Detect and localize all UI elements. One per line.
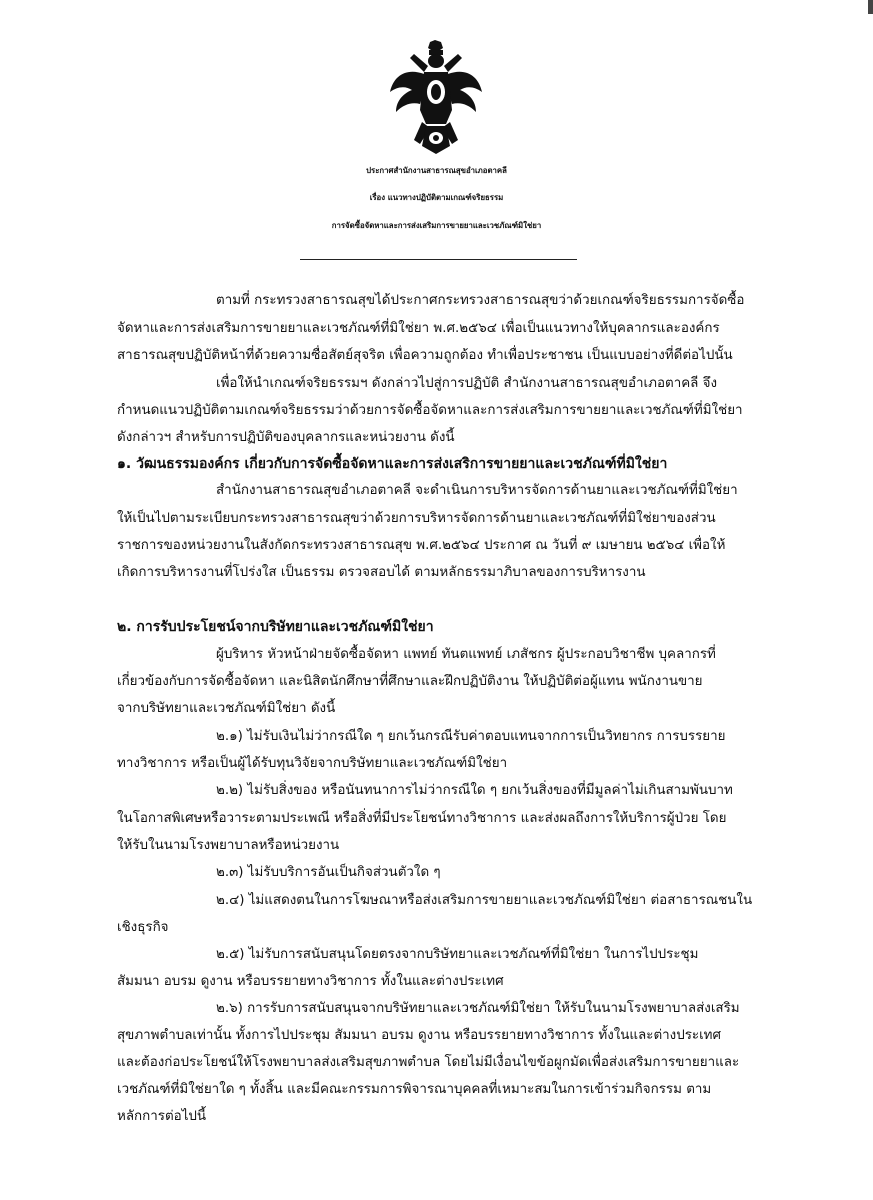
section-2-line: หลักการต่อไปนี้ [117,1109,207,1124]
section-2-item-2-1: ๒.๑) ไม่รับเงินไม่ว่ากรณีใด ๆ ยกเว้นกรณีรับค่าตอบแทนจากการเป็นวิทยากร การบรรยาย [216,729,726,744]
garuda-emblem-icon [388,40,483,155]
announcement-subject: เรื่อง แนวทางปฏิบัติตามเกณฑ์จริยธรรม [369,193,504,202]
section-2-item-2-2: ๒.๒) ไม่รับสิ่งของ หรือนันทนาการไม่ว่ากรณีใด ๆ ยกเว้นสิ่งของที่มีมูลค่าไม่เกินสามพันบาท [216,783,733,798]
section-2-line: ทางวิชาการ หรือเป็นผู้ได้รับทุนวิจัยจากบริษัทยาและเวชภัณฑ์มิใช่ยา [117,756,508,771]
section-1-line: ให้เป็นไปตามระเบียบกระทรวงสาธารณสุขว่าด้วยการบริหารจัดการด้านยาและเวชภัณฑ์ที่มิใช่ยาของส่วน [117,511,716,526]
section-2-item-2-3: ๒.๓) ไม่รับบริการอันเป็นกิจส่วนตัวใด ๆ [216,865,441,880]
section-2-line: ให้รับในนามโรงพยาบาลหรือหน่วยงาน [117,838,340,853]
section-2-item-2-6: ๒.๖) การรับการสนับสนุนจากบริษัทยาและเวชภัณฑ์มิใช่ยา ให้รับในนามโรงพยาบาลส่งเสริม [216,1001,740,1016]
section-1-line: ราชการของหน่วยงานในสังกัดกระทรวงสาธารณสุข พ.ศ.๒๕๖๔ ประกาศ ณ วันที่ ๙ เมษายน ๒๕๖๔ เพื่อให้ [117,538,726,553]
section-2-line: และต้องก่อประโยชน์ให้โรงพยาบาลส่งเสริมสุขภาพตำบล โดยไม่มีเงื่อนไขข้อผูกมัดเพื่อส่งเสริมการขายยาและ [117,1055,740,1070]
announcement-subject-line-2: การจัดซื้อจัดหาและการส่งเสริมการขายยาและเวชภัณฑ์มิใช่ยา [331,221,542,230]
section-2-line: เชิงธุรกิจ [117,920,169,935]
intro-line: สาธารณสุขปฏิบัติหน้าที่ด้วยความซื่อสัตย์สุจริต เพื่อความถูกต้อง ทำเพื่อประชาชน เป็นแบบอย่างที่ดีต่อไปนั้น [117,348,733,363]
intro-line: เพื่อให้นำเกณฑ์จริยธรรมฯ ดังกล่าวไปสู่การปฏิบัติ สำนักงานสาธารณสุขอำเภอตาคลี จึง [216,376,718,391]
section-2-line: สัมมนา อบรม ดูงาน หรือบรรยายทางวิชาการ ทั้งในและต่างประเทศ [117,974,504,989]
section-2-line: เกี่ยวข้องกับการจัดซื้อจัดหา และนิสิตนักศึกษาที่ศึกษาและฝึกปฏิบัติงาน ให้ปฏิบัติต่อผู้แทน พนักงานขาย [117,674,703,689]
intro-line: ดังกล่าวฯ สำหรับการปฏิบัติของบุคลากรและหน่วยงาน ดังนี้ [117,430,455,445]
section-2-item-2-5: ๒.๕) ไม่รับการสนับสนุนโดยตรงจากบริษัทยาและเวชภัณฑ์ที่มิใช่ยา ในการไปประชุม [216,947,699,962]
title-divider [300,259,577,260]
section-2-heading: ๒. การรับประโยชน์จากบริษัทยาและเวชภัณฑ์มิใช่ยา [117,619,434,635]
section-1-heading: ๑. วัฒนธรรมองค์กร เกี่ยวกับการจัดซื้อจัดหาและการส่งเสริการขายยาและเวชภัณฑ์ที่มิใช่ยา [117,456,668,472]
intro-line: ตามที่ กระทรวงสาธารณสุขได้ประกาศกระทรวงสาธารณสุขว่าด้วยเกณฑ์จริยธรรมการจัดซื้อ [216,293,745,308]
section-1-line: เกิดการบริหารงานที่โปร่งใส เป็นธรรม ตรวจสอบได้ ตามหลักธรรมาภิบาลของการบริหารงาน [117,565,646,580]
section-2-line: จากบริษัทยาและเวชภัณฑ์มิใช่ยา ดังนี้ [117,701,336,716]
intro-line: กำหนดแนวปฏิบัติตามเกณฑ์จริยธรรมว่าด้วยการจัดซื้อจัดหาและการส่งเสริมการขายยาและเวชภัณฑ์ที่มิใช่ยา [117,403,743,418]
section-2-line: สุขภาพตำบลเท่านั้น ทั้งการไปประชุม สัมมนา อบรม ดูงาน หรือบรรยายทางวิชาการ ทั้งในและต่างประเทศ [117,1028,721,1043]
scan-edge-mark [868,0,873,14]
announcement-title: ประกาศสำนักงานสาธารณสุขอำเภอตาคลี [366,166,507,175]
section-2-line: ผู้บริหาร หัวหน้าฝ่ายจัดซื้อจัดหา แพทย์ ทันตแพทย์ เภสัชกร ผู้ประกอบวิชาชีพ บุคลากรที่ [216,647,716,662]
section-2-line: เวชภัณฑ์ที่มิใช่ยาใด ๆ ทั้งสิ้น และมีคณะกรรมการพิจารณาบุคคลที่เหมาะสมในการเข้าร่วมกิจกรรม ตาม [117,1082,712,1097]
section-2-item-2-4: ๒.๔) ไม่แสดงตนในการโฆษณาหรือส่งเสริมการขายยาและเวชภัณฑ์มิใช่ยา ต่อสาธารณชนใน [216,893,753,908]
intro-line: จัดหาและการส่งเสริมการขายยาและเวชภัณฑ์ที่มิใช่ยา พ.ศ.๒๕๖๔ เพื่อเป็นแนวทางให้บุคลากรและองค์กร [117,321,720,336]
section-1-line: สำนักงานสาธารณสุขอำเภอตาคลี จะดำเนินการบริหารจัดการด้านยาและเวชภัณฑ์ที่มิใช่ยา [216,483,738,498]
section-2-line: ในโอกาสพิเศษหรือวาระตามประเพณี หรือสิ่งที่มีประโยชน์ทางวิชาการ และส่งผลถึงการให้บริการผู้ป่วย โดย [117,811,727,826]
